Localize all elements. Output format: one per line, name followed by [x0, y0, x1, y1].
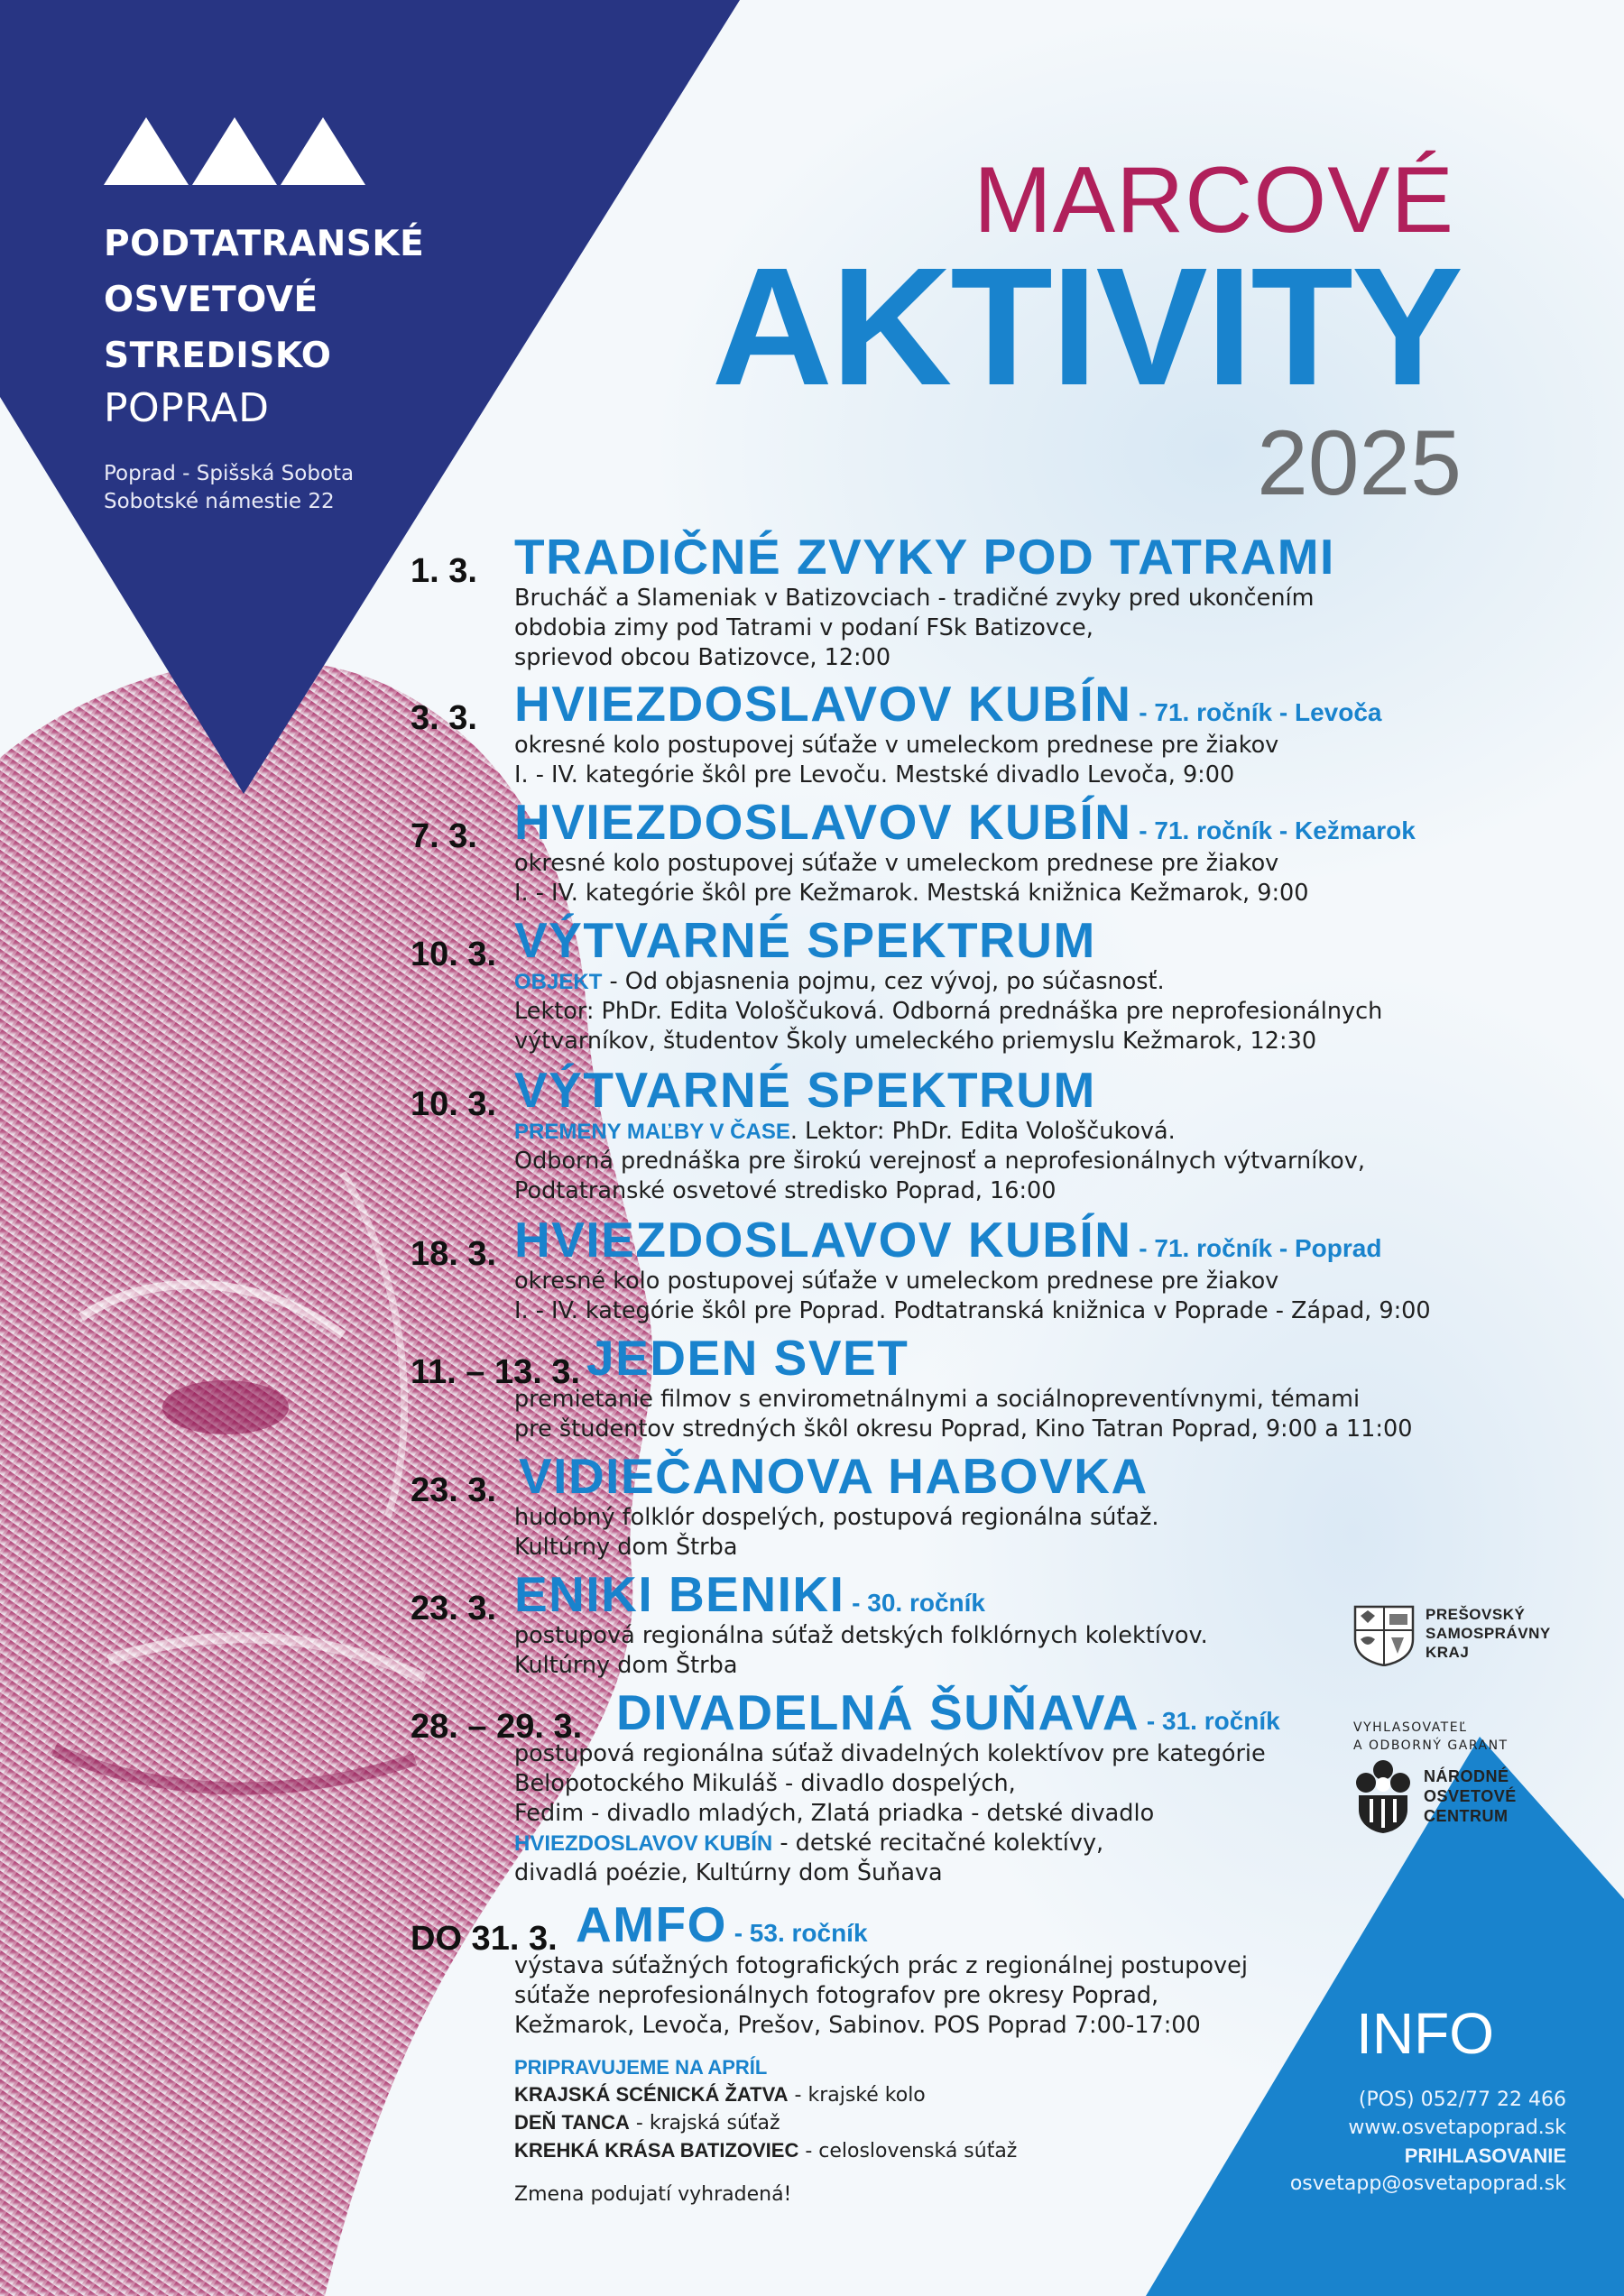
event-description: [514, 967, 1475, 1056]
event-item: [411, 1566, 1475, 1688]
event-title: HVIEZDOSLAVOV KUBÍN: [514, 676, 1132, 732]
desc-line: [514, 1829, 1475, 1858]
noc-logo: [1353, 1757, 1561, 1834]
desc-line: okresné kolo postupovej súťaže v umeleckom prednese pre žiakov: [514, 1268, 1279, 1295]
desc-line: postupová regionálna súťaž detských folklórnych kolektívov.: [514, 1622, 1208, 1649]
event-item: [411, 794, 1475, 916]
event-title: AMFO: [576, 1896, 727, 1952]
event-description: [514, 1385, 1475, 1444]
desc-line: Kultúrny dom Štrba: [514, 1652, 738, 1679]
event-date: 3. 3.: [411, 699, 477, 737]
event-date: DO 31. 3.: [411, 1920, 558, 1958]
event-description: [514, 1267, 1475, 1326]
desc-line: Kežmarok, Levoča, Prešov, Sabinov. POS Poprad 7:00-17:00: [514, 2012, 1201, 2039]
heading-title: AKTIVITY: [711, 234, 1462, 420]
noc-name-line: NÁRODNÉ: [1424, 1767, 1509, 1785]
desc-line: výstava súťažných fotografických prác z regionálnej postupovej: [514, 1952, 1248, 1979]
info-block: [1289, 2001, 1566, 2198]
noc-name-line: CENTRUM: [1424, 1807, 1509, 1825]
event-edition: - 30. ročník: [844, 1589, 985, 1617]
event-date: 7. 3.: [411, 817, 477, 855]
event-date: 10. 3.: [411, 936, 497, 973]
event-edition: - 71. ročník - Poprad: [1131, 1234, 1382, 1262]
psk-name-line: PREŠOVSKÝ: [1426, 1606, 1526, 1623]
desc-text: - detské recitačné kolektívy,: [772, 1830, 1104, 1857]
upcoming-item: [514, 2081, 1017, 2109]
event-edition: - 53. ročník: [726, 1919, 868, 1947]
desc-line: sprievod obcou Batizovce, 12:00: [514, 644, 891, 671]
desc-line: Kultúrny dom Štrba: [514, 1534, 738, 1561]
event-date: 23. 3.: [411, 1471, 497, 1509]
heading-year: 2025: [1257, 411, 1462, 514]
event-item: [411, 1330, 1475, 1452]
upcoming-detail: - celoslovenská súťaž: [798, 2140, 1018, 2162]
info-title: INFO: [1356, 2001, 1494, 2066]
desc-line: pre študentov stredných škôl okresu Poprad, Kino Tatran Poprad, 9:00 a 11:00: [514, 1415, 1413, 1443]
info-email-link[interactable]: osvetapp@osvetapoprad.sk: [1289, 2172, 1566, 2195]
organizer-line: OSVETOVÉ: [104, 280, 318, 320]
desc-line: Odborná prednáška pre širokú verejnosť a neprofesionálnych výtvarníkov,: [514, 1148, 1365, 1175]
event-title: VÝTVARNÉ SPEKTRUM: [514, 912, 1096, 968]
psk-name: [1426, 1605, 1551, 1662]
desc-line: Fedim - divadlo mladých, Zlatá priadka - detské divadlo: [514, 1800, 1155, 1827]
event-keyword: OBJEKT: [514, 970, 603, 994]
guarantor-label: [1353, 1719, 1509, 1755]
organizer-name: [104, 217, 424, 437]
upcoming-heading: PRIPRAVUJEME NA APRÍL: [514, 2056, 768, 2079]
desc-line: Brucháč a Slameniak v Batizovciach - tradičné zvyky pred ukončením: [514, 585, 1315, 612]
desc-line: obdobia zimy pod Tatrami v podaní FSk Batizovce,: [514, 614, 1093, 641]
desc-line: postupová regionálna súťaž divadelných kolektívov pre kategórie: [514, 1740, 1266, 1767]
organizer-city: POPRAD: [104, 385, 270, 431]
event-title: ENIKI BENIKI: [514, 1566, 845, 1622]
upcoming-section: [514, 2054, 1017, 2208]
desc-line: premietanie filmov s envirometnálnymi a sociálnopreventívnymi, témami: [514, 1386, 1361, 1413]
desc-text: - Od objasnenia pojmu, cez vývoj, po súčasnosť.: [602, 968, 1165, 995]
upcoming-name: KRAJSKÁ SCÉNICKÁ ŽATVA: [514, 2083, 789, 2106]
organizer-line: PODTATRANSKÉ: [104, 224, 425, 264]
desc-line: Podtatranské osvetové stredisko Poprad, 16:00: [514, 1177, 1057, 1204]
desc-line: [514, 967, 1475, 997]
event-title: VÝTVARNÉ SPEKTRUM: [514, 1062, 1096, 1118]
event-title: JEDEN SVET: [586, 1330, 909, 1386]
address-line: Poprad - Spišská Sobota: [104, 462, 355, 485]
event-date: 1. 3.: [411, 552, 477, 590]
event-date: 10. 3.: [411, 1085, 497, 1123]
desc-line: I. - IV. kategórie škôl pre Poprad. Podtatranská knižnica v Poprade - Západ, 9:00: [514, 1297, 1431, 1324]
organizer-address: [104, 460, 354, 516]
event-edition: - 31. ročník: [1140, 1707, 1280, 1735]
info-website-link[interactable]: www.osvetapoprad.sk: [1348, 2116, 1566, 2139]
desc-line: [514, 1117, 1475, 1147]
event-item: [411, 676, 1475, 798]
desc-line: divadlá poézie, Kultúrny dom Šuňava: [514, 1859, 943, 1886]
event-description: [514, 731, 1475, 790]
event-keyword: HVIEZDOSLAVOV KUBÍN: [514, 1831, 773, 1856]
desc-line: výtvarníkov, študentov Školy umeleckého priemyslu Kežmarok, 12:30: [514, 1028, 1317, 1055]
upcoming-detail: - krajské kolo: [788, 2084, 926, 2107]
desc-line: Lektor: PhDr. Edita Vološčuková. Odborná prednáška pre neprofesionálnych: [514, 998, 1383, 1025]
event-date: 23. 3.: [411, 1590, 497, 1627]
event-title: HVIEZDOSLAVOV KUBÍN: [514, 794, 1132, 850]
noc-name: [1424, 1766, 1517, 1826]
noc-name-line: OSVETOVÉ: [1424, 1787, 1517, 1805]
desc-line: súťaže neprofesionálnych fotografov pre okresy Poprad,: [514, 1982, 1159, 2009]
event-description: [514, 1117, 1475, 1206]
event-title: VIDIEČANOVA HABOVKA: [519, 1448, 1149, 1504]
upcoming-item: [514, 2137, 1017, 2165]
organizer-line: STREDISKO: [104, 336, 332, 376]
event-title: HVIEZDOSLAVOV KUBÍN: [514, 1212, 1132, 1268]
upcoming-name: KREHKÁ KRÁSA BATIZOVIEC: [514, 2139, 799, 2162]
event-item: [411, 1062, 1475, 1215]
guarantor-line: VYHLASOVATEĽ: [1353, 1720, 1468, 1735]
desc-line: hudobný folklór dospelých, postupová regionálna súťaž.: [514, 1504, 1159, 1531]
guarantor-line: A ODBORNÝ GARANT: [1353, 1738, 1509, 1753]
event-edition: - 71. ročník - Kežmarok: [1131, 816, 1416, 844]
desc-line: I. - IV. kategórie škôl pre Levoču. Mestské divadlo Levoča, 9:00: [514, 761, 1235, 788]
registration-label: PRIHLASOVANIE: [1404, 2144, 1566, 2167]
event-description: [514, 1503, 1475, 1563]
mountains-logo-icon: [104, 117, 365, 185]
event-list: [411, 529, 1475, 2053]
coat-of-arms-icon: [1353, 1603, 1415, 1666]
disclaimer: Zmena podujatí vyhradená!: [514, 2183, 792, 2206]
event-date: 28. – 29. 3.: [411, 1708, 583, 1746]
event-description: [514, 849, 1475, 908]
psk-name-line: KRAJ: [1426, 1644, 1470, 1661]
flower-logo-icon: [1353, 1757, 1413, 1833]
desc-line: okresné kolo postupovej súťaže v umeleckom prednese pre žiakov: [514, 732, 1279, 759]
psk-name-line: SAMOSPRÁVNY: [1426, 1625, 1551, 1642]
desc-text: . Lektor: PhDr. Edita Vološčuková.: [789, 1118, 1176, 1145]
event-item: [411, 1448, 1475, 1570]
event-item: [411, 1212, 1475, 1333]
desc-line: okresné kolo postupovej súťaže v umeleckom prednese pre žiakov: [514, 850, 1279, 877]
event-description: [514, 1739, 1475, 1888]
event-description: [514, 1621, 1475, 1681]
heading-month: MARCOVÉ: [973, 148, 1454, 253]
event-item: [411, 912, 1475, 1065]
event-edition: - 71. ročník - Levoča: [1131, 698, 1382, 726]
event-keyword: PREMENY MAĽBY V ČASE: [514, 1120, 790, 1144]
event-date: 11. – 13. 3.: [411, 1353, 581, 1391]
upcoming-name: DEŇ TANCA: [514, 2111, 630, 2134]
event-title: DIVADELNÁ ŠUŇAVA: [616, 1684, 1140, 1740]
event-title: TRADIČNÉ ZVYKY POD TATRAMI: [514, 529, 1335, 585]
event-description: [514, 584, 1475, 673]
address-line: Sobotské námestie 22: [104, 490, 335, 513]
upcoming-detail: - krajská súťaž: [629, 2112, 780, 2135]
info-phone[interactable]: (POS) 052/77 22 466: [1358, 2089, 1566, 2111]
event-date: 18. 3.: [411, 1235, 497, 1273]
desc-line: Belopotockého Mikuláš - divadlo dospelých,: [514, 1770, 1016, 1797]
upcoming-item: [514, 2109, 1017, 2137]
psk-logo: [1353, 1603, 1579, 1666]
event-item: [411, 529, 1475, 679]
event-item: [411, 1684, 1475, 1900]
desc-line: I. - IV. kategórie škôl pre Kežmarok. Mestská knižnica Kežmarok, 9:00: [514, 880, 1309, 907]
